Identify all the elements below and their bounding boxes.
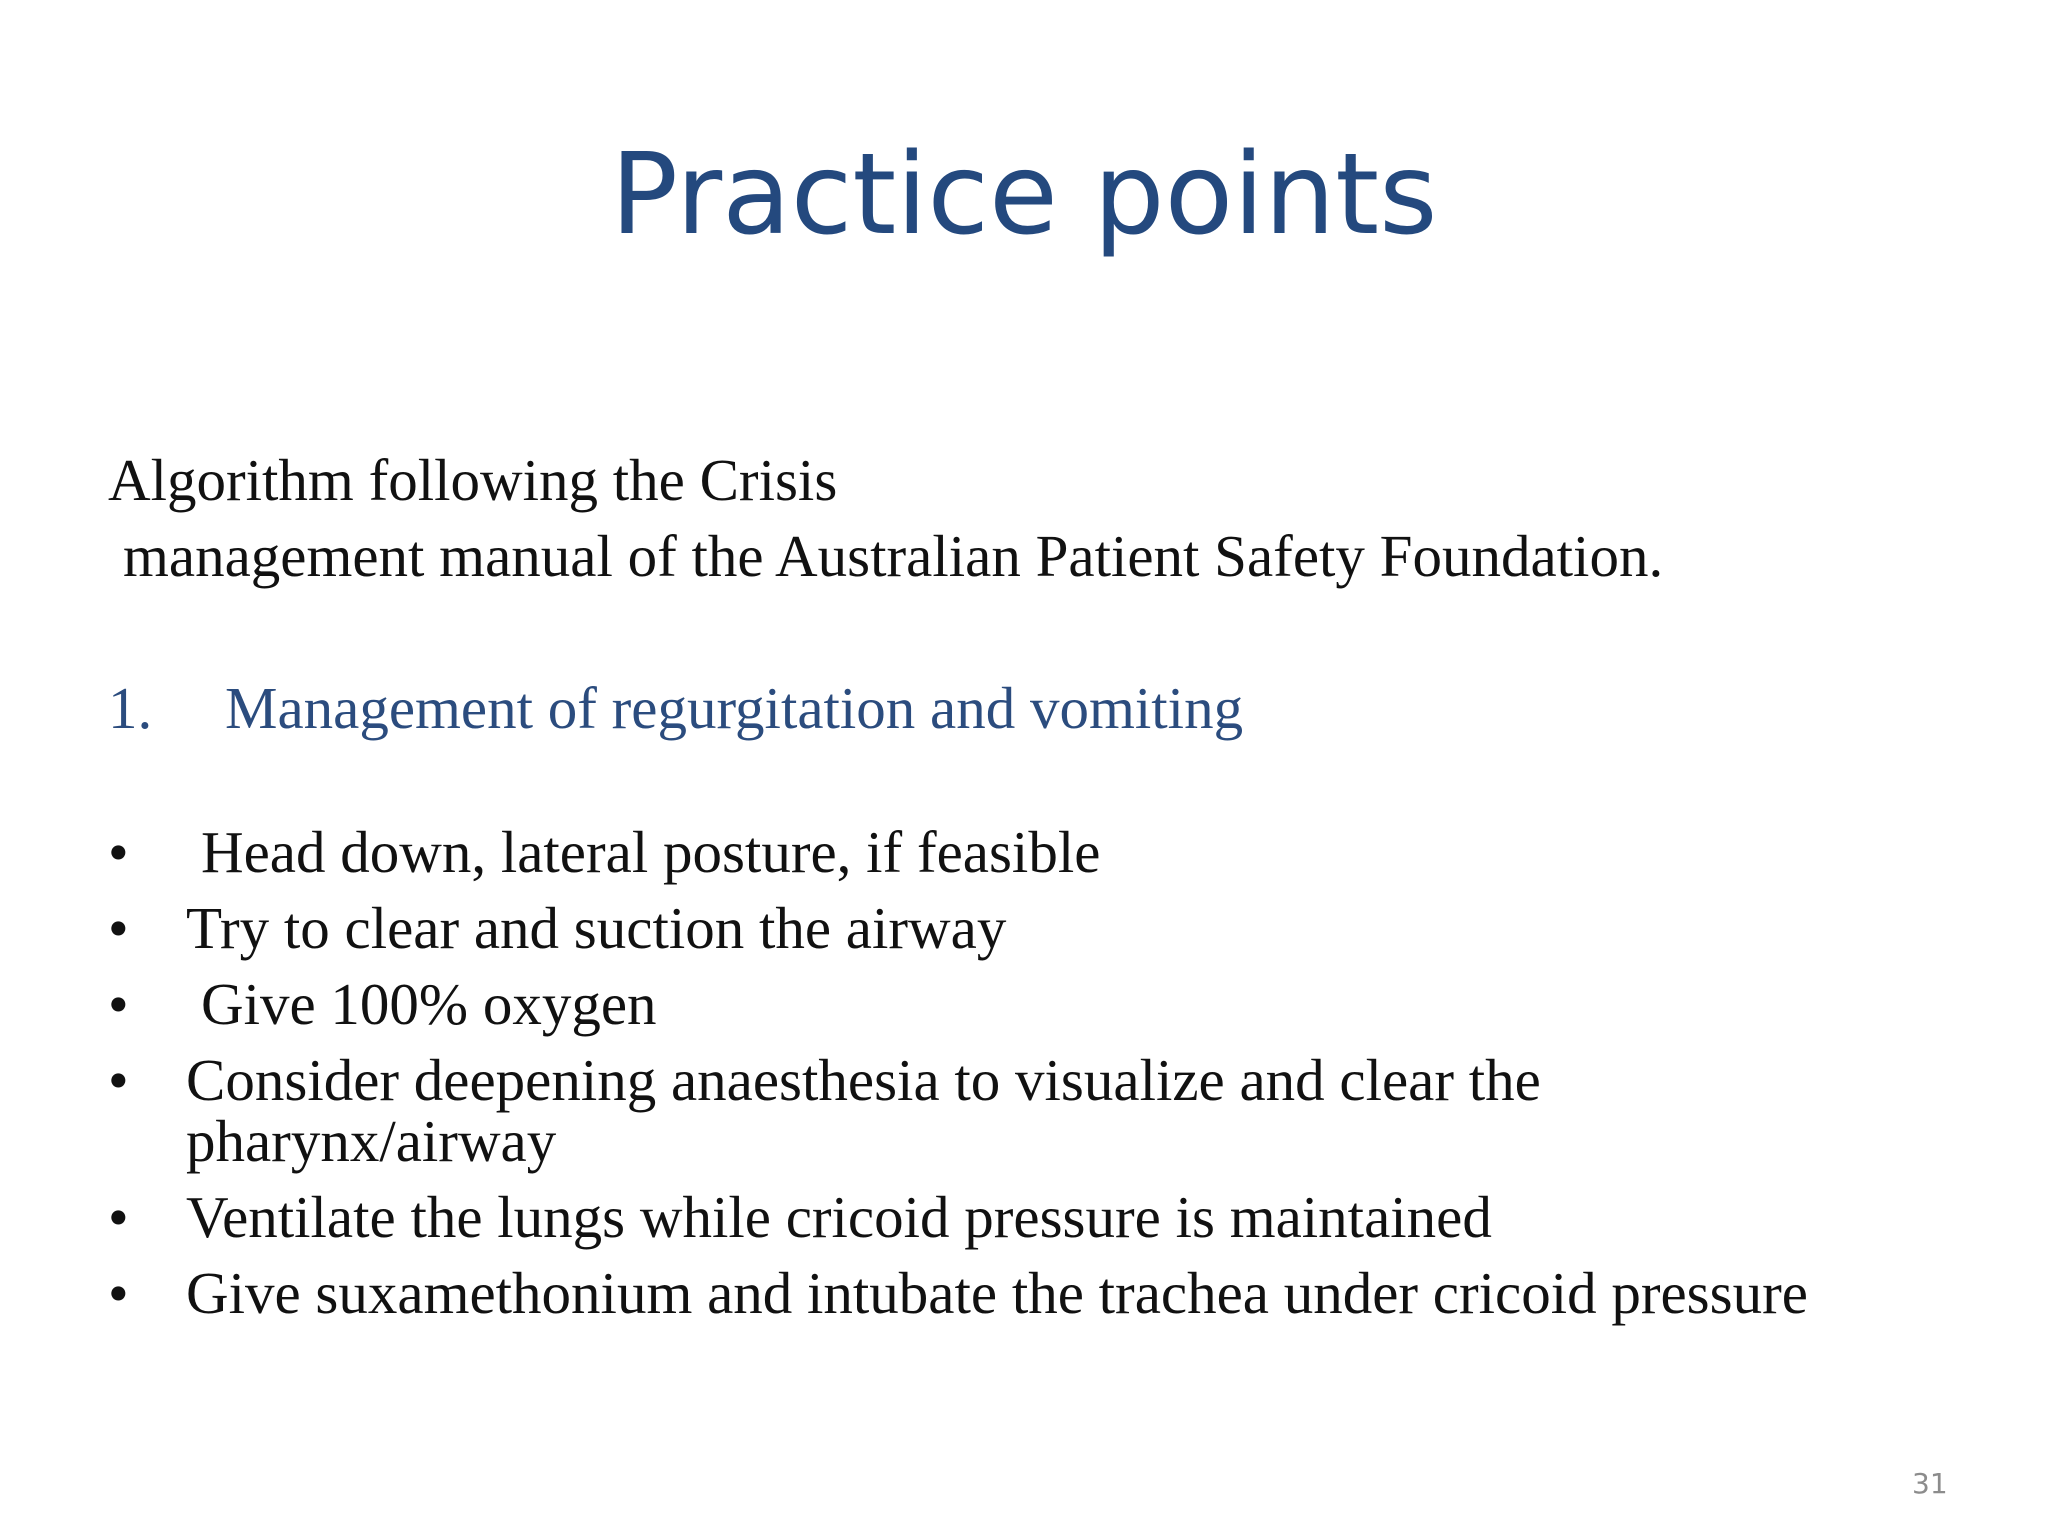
bullet-icon: • [108,1184,129,1250]
bullet-icon: • [108,1047,129,1113]
list-item [108,1260,1866,1326]
intro-text [108,442,1663,594]
list-item-text: Give suxamethonium and intubate the trachea under cricoid pressure [186,1260,1808,1326]
section-heading-text: Management of regurgitation and vomiting [225,675,1244,741]
bullet-icon: • [108,819,129,885]
list-item [108,971,1866,1037]
intro-line-2: management manual of the Australian Patient Safety Foundation. [123,523,1664,589]
list-item-text: Consider deepening anaesthesia to visualize and clear the pharynx/airway [186,1047,1541,1174]
list-item-text: Head down, lateral posture, if feasible [201,819,1101,885]
bullet-icon: • [108,895,129,961]
section-number: 1. [108,675,153,741]
page-number: 31 [1912,1467,1948,1500]
list-item [108,1184,1866,1250]
bullet-list [108,819,1866,1339]
list-item [108,819,1866,885]
list-item-text: Give 100% oxygen [201,971,657,1037]
slide-title: Practice points [610,130,1438,260]
bullet-icon: • [108,971,129,1037]
intro-line-1: Algorithm following the Crisis [108,447,838,513]
bullet-icon: • [108,1260,129,1326]
list-item-text: Try to clear and suction the airway [186,895,1007,961]
list-item [108,1047,1866,1174]
section-heading [108,670,1243,746]
list-item [108,895,1866,961]
list-item-text: Ventilate the lungs while cricoid pressure is maintained [186,1184,1492,1250]
